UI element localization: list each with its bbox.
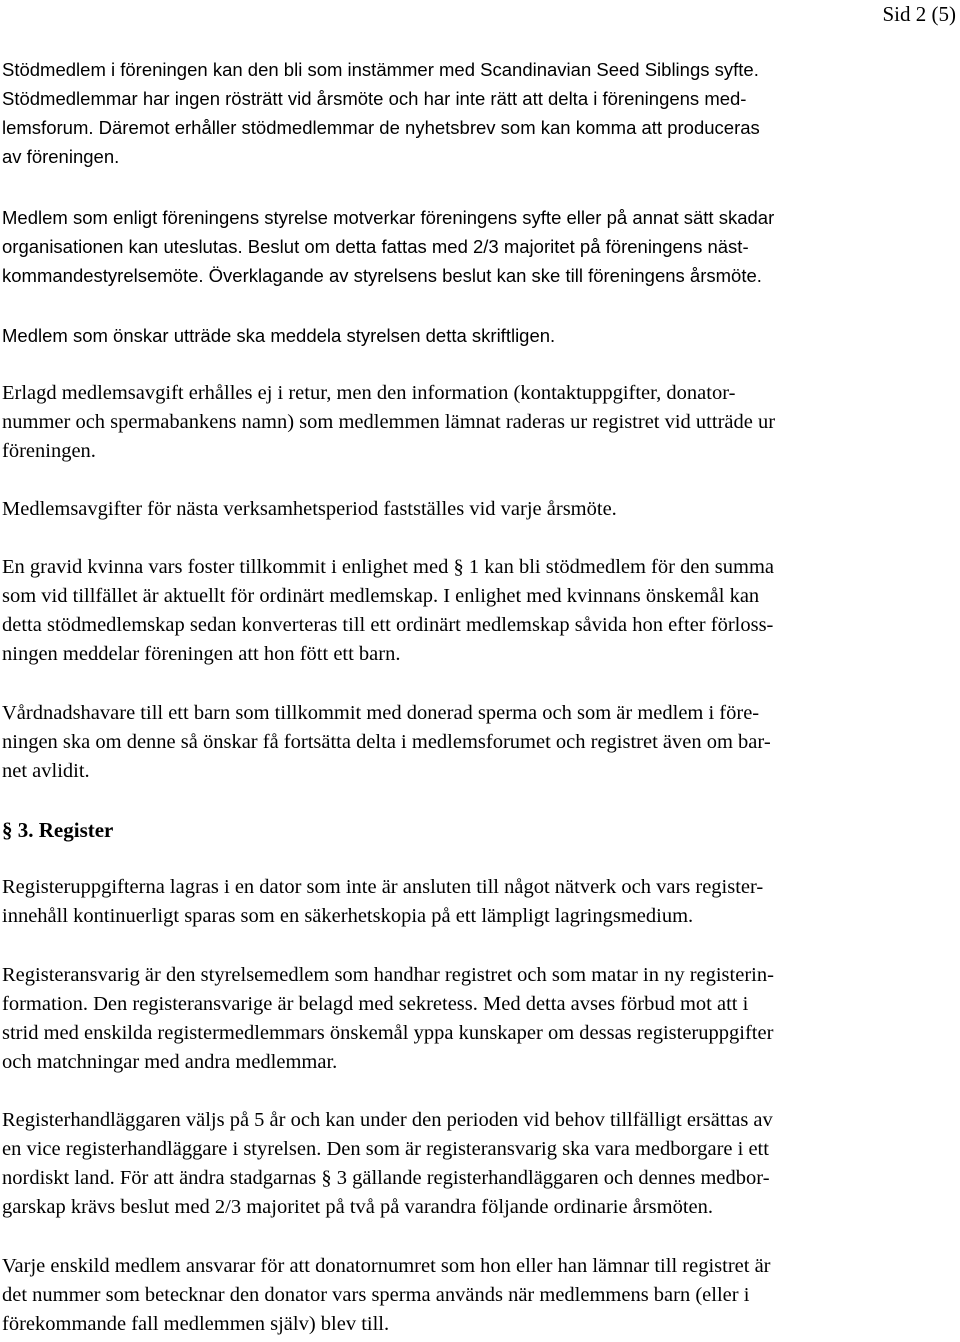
paragraph-line: ningen ska om denne så önskar få fortsätta delta i medlemsforumet och registret även om bar- xyxy=(2,731,771,753)
paragraph xyxy=(2,55,760,171)
paragraph xyxy=(2,495,617,524)
paragraph-line: Vårdnadshavare till ett barn som tillkommit med donerad sperma och som är medlem i före- xyxy=(2,702,760,724)
paragraph-line: innehåll kontinuerligt sparas som en säkerhetskopia på ett lämpligt lagringsmedium. xyxy=(2,905,694,927)
paragraph-line: föreningen. xyxy=(2,440,96,462)
paragraph-line: en vice registerhandläggare i styrelsen. Den som är registeransvarig ska vara medborgare i ett xyxy=(2,1138,769,1160)
paragraph-line: nordiskt land. För att ändra stadgarnas § 3 gällande registerhandläggaren och dennes medbor- xyxy=(2,1167,770,1189)
paragraph-line: kommandestyrelsemöte. Överklagande av styrelsens beslut kan ske till föreningens årsmöte. xyxy=(2,265,762,286)
paragraph-line: Registerhandläggaren väljs på 5 år och kan under den perioden vid behov tillfälligt ersättas av xyxy=(2,1109,773,1131)
section-heading-text: § 3. Register xyxy=(2,818,114,842)
paragraph xyxy=(2,553,774,669)
paragraph-line: detta stödmedlemskap sedan konverteras till ett ordinärt medlemskap såvida hon efter förloss- xyxy=(2,614,774,636)
paragraph-line: Medlem som önskar utträde ska meddela styrelsen detta skriftligen. xyxy=(2,325,556,346)
paragraph-line: och matchningar med andra medlemmar. xyxy=(2,1051,338,1073)
paragraph xyxy=(2,873,763,931)
paragraph-line: ningen meddelar föreningen att hon fött ett barn. xyxy=(2,643,401,665)
paragraph xyxy=(2,699,771,786)
paragraph-line: strid med enskilda registermedlemmars önskemål yppa kunskaper om dessas registeruppgifter xyxy=(2,1022,774,1044)
paragraph-line: som vid tillfället är aktuellt för ordinärt medlemskap. I enlighet med kvinnans önskemål kan xyxy=(2,585,760,607)
paragraph-line: av föreningen. xyxy=(2,146,120,167)
paragraph-line: det nummer som betecknar den donator vars sperma används när medlemmens barn (eller i xyxy=(2,1284,750,1306)
paragraph xyxy=(2,961,774,1077)
paragraph-line: Registeransvarig är den styrelsemedlem som handhar registret och som matar in ny registerin- xyxy=(2,964,774,986)
paragraph xyxy=(2,1106,773,1222)
paragraph-line: förekommande fall medlemmen själv) blev till. xyxy=(2,1313,390,1335)
paragraph-line: Medlemsavgifter för nästa verksamhetsperiod fastställes vid varje årsmöte. xyxy=(2,498,617,520)
paragraph xyxy=(2,321,555,350)
paragraph xyxy=(2,379,775,466)
paragraph-line: net avlidit. xyxy=(2,760,90,782)
paragraph-line: Registeruppgifterna lagras i en dator som inte är ansluten till något nätverk och vars register- xyxy=(2,876,764,898)
paragraph-line: formation. Den registeransvarige är belagd med sekretess. Med detta avses förbud mot att i xyxy=(2,993,749,1015)
paragraph-line: Stödmedlemmar har ingen rösträtt vid årsmöte och har inte rätt att delta i föreningens med- xyxy=(2,88,747,109)
paragraph-line: organisationen kan uteslutas. Beslut om detta fattas med 2/3 majoritet på föreningens näst- xyxy=(2,236,749,257)
paragraph-line: Medlem som enligt föreningens styrelse motverkar föreningens syfte eller på annat sätt skadar xyxy=(2,207,775,228)
paragraph xyxy=(2,1252,771,1339)
paragraph-line: nummer och spermabankens namn) som medlemmen lämnat raderas ur registret vid utträde ur xyxy=(2,411,776,433)
paragraph-line: En gravid kvinna vars foster tillkommit i enlighet med § 1 kan bli stödmedlem för den summa xyxy=(2,556,775,578)
page-number: Sid 2 (5) xyxy=(882,2,956,26)
paragraph-line: garskap krävs beslut med 2/3 majoritet på två på varandra följande ordinarie årsmöten. xyxy=(2,1196,713,1218)
section-heading xyxy=(2,815,113,845)
paragraph-line: Erlagd medlemsavgift erhålles ej i retur, men den information (kontaktuppgifter, donator- xyxy=(2,382,736,404)
paragraph xyxy=(2,203,774,290)
paragraph-line: Varje enskild medlem ansvarar för att donatornumret som hon eller han lämnar till registret är xyxy=(2,1255,771,1277)
paragraph-line: lemsforum. Däremot erhåller stödmedlemmar de nyhetsbrev som kan komma att produceras xyxy=(2,117,760,138)
paragraph-line: Stödmedlem i föreningen kan den bli som instämmer med Scandinavian Seed Siblings syfte. xyxy=(2,59,759,80)
